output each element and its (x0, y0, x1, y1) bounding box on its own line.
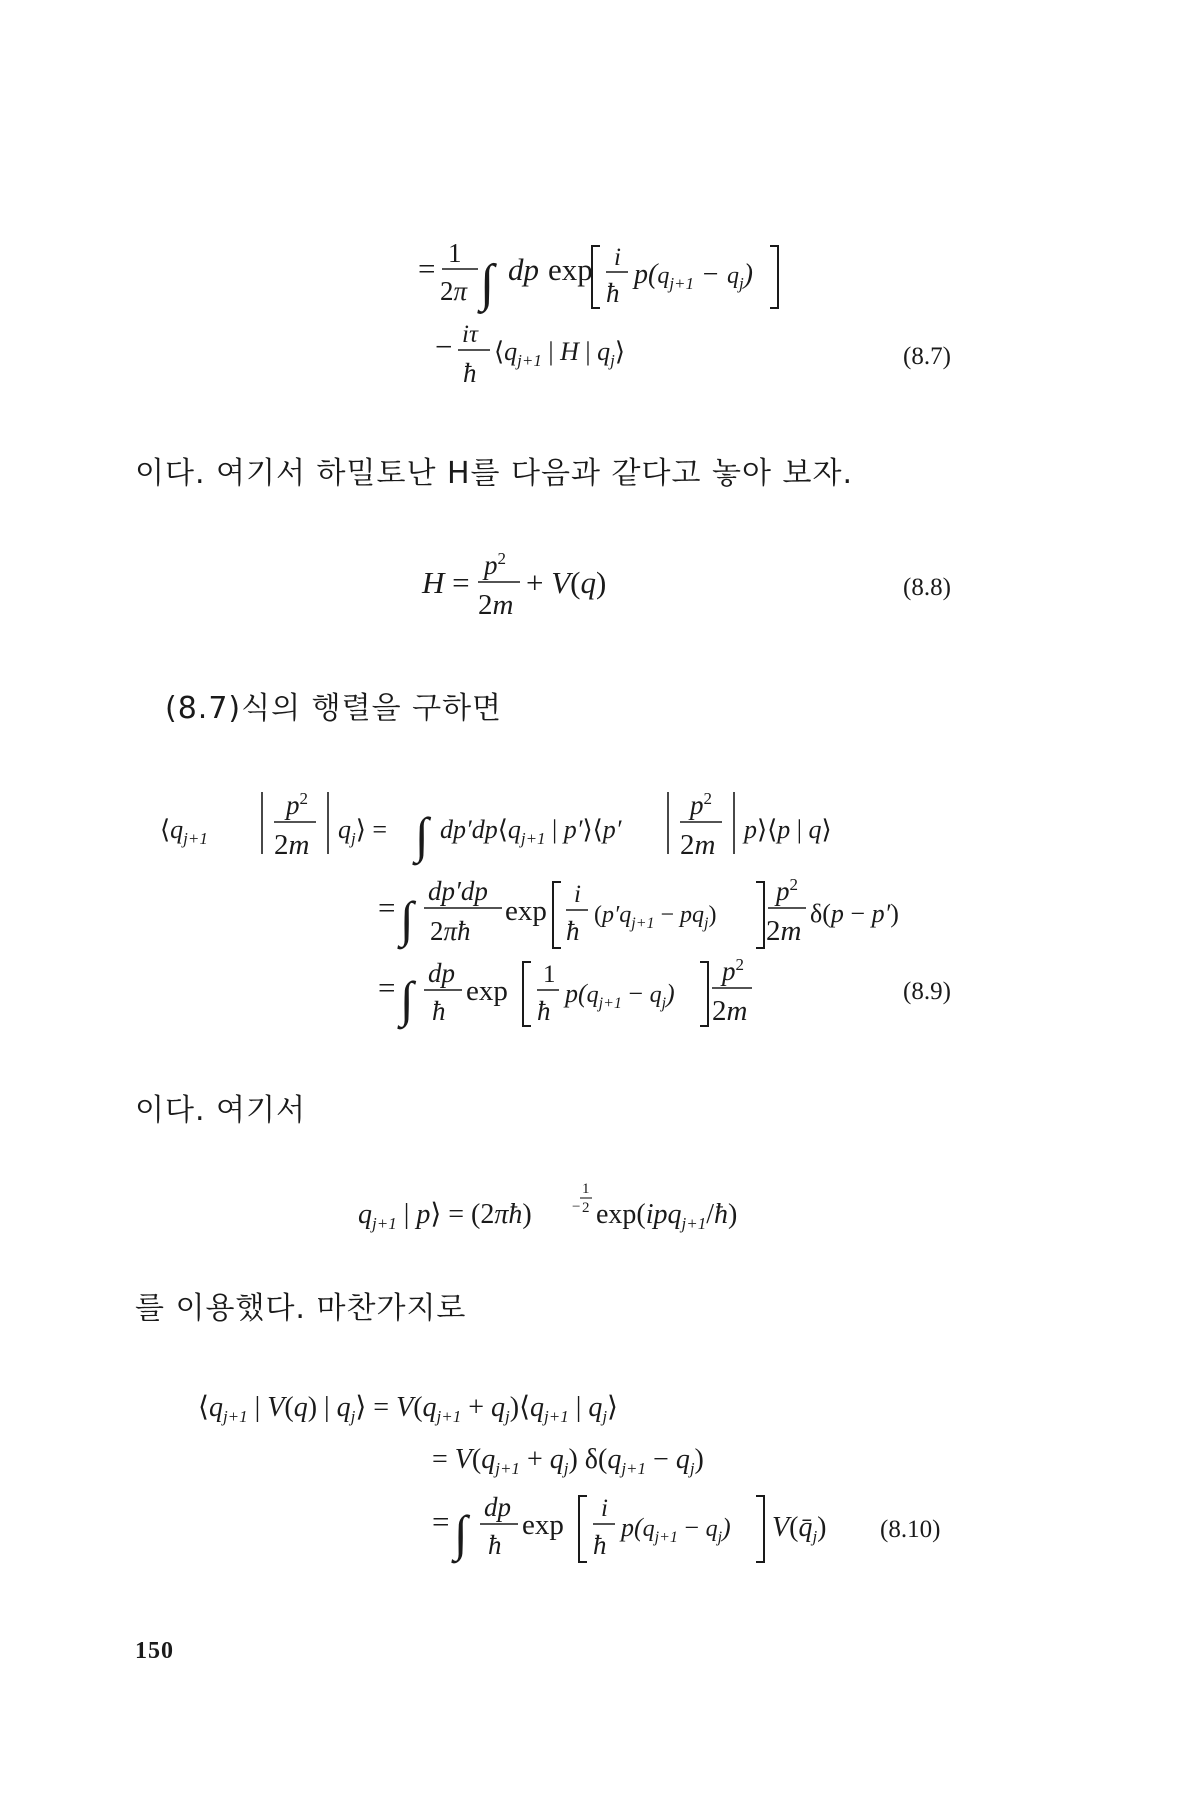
equation-8-9 (0, 770, 1200, 1030)
svg-text:dp: dp (508, 252, 539, 287)
svg-text:exp: exp (548, 252, 593, 287)
svg-text:i: i (614, 244, 621, 271)
svg-text:1: 1 (543, 961, 556, 988)
svg-text:iτ: iτ (462, 321, 478, 348)
paragraph-hamiltonian-intro: 이다. 여기서 하밀토난 H를 다음과 같다고 놓아 보자. (135, 456, 853, 491)
paragraph-similarly: 를 이용했다. 마찬가지로 (135, 1291, 467, 1326)
equation-number-8-7: (8.7) (903, 343, 951, 370)
svg-text:i: i (601, 1495, 608, 1522)
svg-text:2π: 2π (440, 276, 468, 306)
svg-text:qj+1 | p⟩ = (2πħ): $q_{j+1}$ | p⟩ = (2πħ) (358, 1199, 532, 1233)
svg-text:2m: 2m (680, 829, 716, 861)
svg-text:ħ: ħ (593, 1530, 607, 1560)
svg-text:−: − (435, 329, 453, 364)
svg-text:exp(ipqj+1/ħ): exp(ipq$_{j+1}$/ħ) (596, 1199, 738, 1233)
svg-text:i: i (574, 881, 581, 908)
svg-text:dp′dp⟨qj+1 | p′⟩⟨p′: $dp'dp⟨q_{j+1}$ | p′⟩⟨p′ (440, 815, 622, 848)
equation-number-8-10: (8.10) (880, 1516, 941, 1543)
svg-text:exp: exp (466, 975, 508, 1007)
svg-text:2πħ: 2πħ (430, 916, 471, 946)
equation-number-8-9: (8.9) (903, 978, 951, 1005)
svg-text:exp: exp (505, 895, 547, 927)
svg-text:+ V(q): + V(q) (526, 565, 607, 600)
svg-text:V(q̄j): $V(q̄_j)$ (772, 1512, 827, 1546)
svg-text:p2: $p^2$ (690, 789, 712, 820)
svg-text:p2: $p^2$ (722, 955, 744, 986)
svg-text:p(qj+1 − qj): $p(q_{j+1} - q_j)$ (634, 259, 753, 293)
paragraph-matrix-element: (8.7)식의 행렬을 구하면 (165, 691, 503, 726)
svg-text:⟨qj+1: $⟨q_{j+1}$ (160, 815, 208, 848)
svg-text:p⟩⟨p | q⟩: p⟩⟨p | q⟩ (744, 815, 832, 844)
svg-text:2m: 2m (766, 915, 802, 947)
svg-text:=: = (378, 970, 396, 1005)
svg-text:=: = (432, 1504, 450, 1539)
svg-text:δ(p − p′): δ(p − p′) (810, 899, 899, 928)
svg-text:ħ: ħ (463, 358, 477, 388)
svg-text:2m: 2m (712, 995, 748, 1027)
svg-text:=: = (418, 251, 436, 286)
svg-text:∫: ∫ (400, 891, 414, 947)
svg-text:dp: dp (428, 958, 455, 988)
svg-text:dp: dp (484, 1492, 511, 1522)
paragraph-where: 이다. 여기서 (135, 1093, 306, 1128)
equation-8-7 (0, 0, 1200, 400)
svg-text:dp′dp: dp′dp (428, 876, 488, 906)
svg-text:∫: ∫ (415, 807, 429, 863)
svg-text:1: 1 (448, 238, 462, 268)
svg-text:p2: $p^2$ (776, 875, 798, 906)
svg-text:H =: H = (422, 565, 470, 600)
svg-text:=: = (378, 890, 396, 925)
svg-text:2m: 2m (274, 829, 310, 861)
page-number: 150 (135, 1638, 174, 1664)
svg-text:1: 1 (582, 1181, 590, 1197)
equation-8-8 (0, 540, 1200, 620)
svg-text:∫: ∫ (454, 1505, 468, 1561)
svg-text:ħ: ħ (432, 996, 446, 1026)
svg-text:p(qj+1 − qj): $p(q_{j+1} - q_j)$ (565, 979, 675, 1012)
svg-text:= V(qj+1 + qj) δ(qj+1 − qj): = $V(q_{j+1} + q_j) \delta(q_{j+1} - q_j)$ (432, 1444, 704, 1478)
svg-text:p(qj+1 − qj): $p(q_{j+1} - q_j)$ (621, 1513, 731, 1546)
equation-8-10 (0, 1370, 1200, 1570)
svg-text:ħ: ħ (606, 278, 620, 308)
svg-text:⟨qj+1 | H | qj⟩: $⟨q_{j+1}$ | H | $q_j⟩$ (494, 337, 625, 370)
svg-text:2: 2 (582, 1200, 590, 1216)
svg-text:⟨qj+1 | V(q) | qj⟩ = V(qj+1 +: $⟨q_{j+1}$ | V(q) | $q_j⟩ = V(q_{j+1}$ + $q_j)⟨q_{j+1}$ | $q_j⟩$ (198, 1392, 618, 1426)
equation-number-8-8: (8.8) (903, 574, 951, 601)
svg-text:−: − (572, 1199, 581, 1215)
svg-text:qj⟩ =: $q_j⟩$ = (338, 815, 388, 848)
svg-text:ħ: ħ (566, 916, 580, 946)
svg-text:(p′qj+1 − pqj): $(p'q_{j+1} - pq_j)$ (594, 902, 717, 932)
svg-text:2m: 2m (478, 589, 514, 620)
svg-text:∫: ∫ (400, 971, 414, 1027)
svg-text:ħ: ħ (488, 1530, 502, 1560)
svg-text:p2: $p^2$ (286, 789, 308, 820)
svg-text:∫: ∫ (480, 255, 495, 312)
svg-text:exp: exp (522, 1509, 564, 1541)
svg-text:ħ: ħ (537, 996, 551, 1026)
equation-momentum-eigenstate (0, 1175, 1200, 1245)
svg-text:p2: $p^2$ (484, 549, 506, 580)
